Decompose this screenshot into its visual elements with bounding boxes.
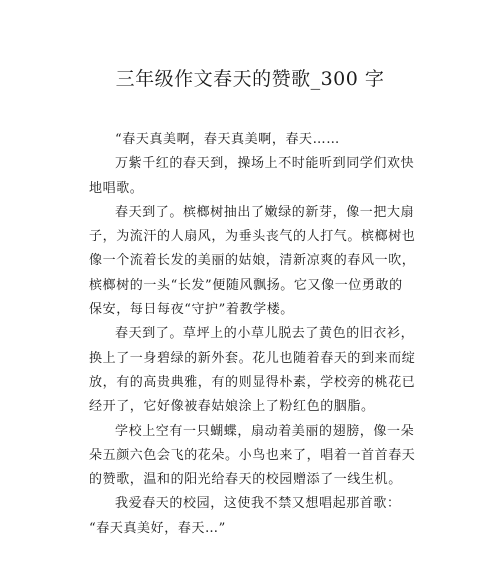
text-line: 地唱歌。 [89,180,144,196]
paragraph-5 [89,420,419,493]
text-line: 保安，每日每夜“守护”着教学楼。 [89,302,294,318]
paragraph-4 [89,322,419,419]
text-line: 经开了，它好像被春姑娘涂上了粉红色的胭脂。 [89,399,375,415]
text-line: 放，有的高贵典雅，有的则显得朴素，学校旁的桃花已 [89,374,416,390]
text-line: 我爱春天的校园，这使我不禁又想唱起那首歌： [115,496,401,512]
text-line: 像一个流着长发的美丽的姑娘，清新凉爽的春风一吹， [89,253,416,269]
text-line: 万紫千红的春天到，操场上不时能听到同学们欢快 [115,156,415,172]
text-line: 槟榔树的一头“长发”便随风飘扬。它又像一位勇敢的 [89,277,403,293]
text-line: 学校上空有一只蝴蝶，扇动着美丽的翅膀，像一朵 [115,423,415,439]
paragraph-3 [89,201,419,322]
text-line: 子，为流汗的人扇风，为垂头丧气的人打气。槟榔树也 [89,229,416,245]
paragraph-6 [89,492,419,541]
text-line: “春天真美啊，春天真美啊，春天…… [115,132,340,147]
paragraph-2 [89,152,419,201]
text-line: 换上了一身碧绿的新外套。花儿也随着春天的到来而绽 [89,350,416,366]
text-line: 的赞歌，温和的阳光给春天的校园赠添了一线生机。 [89,472,402,488]
text-line: 春天到了。草坪上的小草儿脱去了黄色的旧衣衫， [115,326,415,342]
paragraph-1 [89,128,419,152]
text-line: 朵五颜六色会飞的花朵。小鸟也来了，唱着一首首春天 [89,447,416,463]
essay-body [89,128,419,541]
text-line: “春天真美好，春天…” [89,520,226,536]
page-title: 三年级作文春天的赞歌_300 字 [115,68,385,90]
text-line: 春天到了。槟榔树抽出了嫩绿的新芽，像一把大扇 [115,204,415,220]
